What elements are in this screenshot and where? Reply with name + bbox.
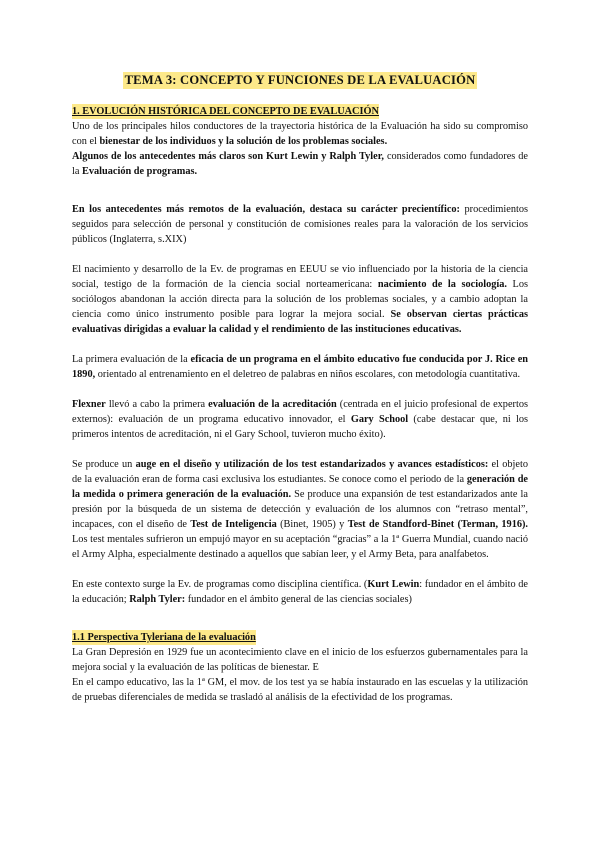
text-run: llevó a cabo la primera xyxy=(105,399,209,410)
section-heading-1-1: 1.1 Perspectiva Tyleriana de la evaluación xyxy=(72,632,256,643)
spacer xyxy=(72,382,528,397)
paragraph-8 xyxy=(72,577,528,607)
paragraph-2 xyxy=(72,149,528,179)
paragraph-5 xyxy=(72,352,528,382)
bold-run: Ralph Tyler: xyxy=(129,594,186,605)
text-run: (Binet, 1905) y xyxy=(276,519,348,530)
page-title: TEMA 3: CONCEPTO Y FUNCIONES DE LA EVALUACIÓN xyxy=(124,73,476,87)
paragraph-9: La Gran Depresión en 1929 fue un acontecimiento clave en el inicio de los esfuerzos gubernamentales para la mejora social y la evaluación de las políticas de bienestar. E xyxy=(72,647,528,673)
bold-run: Gary School xyxy=(350,414,409,425)
document-body xyxy=(72,104,528,705)
bold-run: auge en el diseño y utilización de los test estandarizados y avances estadísticos: xyxy=(135,459,489,470)
bold-run: Test de Standford-Binet (Terman, 1916). xyxy=(347,519,528,530)
bold-run: Flexner xyxy=(72,399,106,410)
bold-run: evaluación de la acreditación xyxy=(208,399,337,410)
text-run: considerados como fundadores de la xyxy=(72,151,528,177)
bold-run: eficacia de un programa en el ámbito educativo fue conducida por J. Rice en 1890, xyxy=(72,354,528,380)
paragraph-6 xyxy=(72,397,528,442)
text-run: fundador en el ámbito general de las ciencias sociales) xyxy=(185,594,412,605)
paragraph-7 xyxy=(72,457,528,562)
bold-run: Kurt Lewin xyxy=(367,579,420,590)
paragraph-10: En el campo educativo, las la 1ª GM, el mov. de los test ya se había instaurado en las escuelas y la utilización de pruebas diferenciales de medida se trasladó al análisis de la efectividad de los programas. xyxy=(72,677,528,703)
text-run: orientado al entrenamiento en el deletreo de palabras en niños escolares, con metodología cuantitativa. xyxy=(95,369,521,380)
text-run: (cabe destacar que, ni los primeros intentos de acreditación, ni el Gary School, tuvieron mucho éxito). xyxy=(72,414,529,440)
text-run: Los test mentales sufrieron un empujó mayor en su aceptación “gracias” a la 1ª Guerra Mundial, cuando nació el Army Alpha, especialmente destinado a aquellos que sabían leer, y el Army Beta, para analfabetos. xyxy=(72,534,528,560)
paragraph-1 xyxy=(72,119,528,149)
paragraph-3 xyxy=(72,202,528,247)
spacer xyxy=(72,179,528,202)
spacer xyxy=(72,607,528,630)
spacer xyxy=(72,442,528,457)
text-run: Se produce una expansión de test estandarizados ante la presión por la búsqueda de un sistema de detección y evaluación de los alumnos con “retraso mental”, incapaces, con el diseño de xyxy=(72,489,528,530)
text-run: Los sociólogos abandonan la acción directa para la solución de los problemas sociales, y a cambio adoptan la ciencia como único instrumento posible para lograr la mejora social. xyxy=(72,279,529,320)
text-run: Se produce un xyxy=(72,459,136,470)
paragraph-4 xyxy=(72,262,528,337)
bold-run: Algunos de los antecedentes más claros son Kurt Lewin y Ralph Tyler, xyxy=(72,151,384,162)
text-run: En este contexto surge la Ev. de programas como disciplina científica. ( xyxy=(72,579,368,590)
bold-run: En los antecedentes más remotos de la evaluación, destaca su carácter precientífico: xyxy=(72,204,460,215)
bold-run: generación de la medida o primera generación de la evaluación. xyxy=(72,474,528,500)
section-heading-1: 1. EVOLUCIÓN HISTÓRICA DEL CONCEPTO DE EVALUACIÓN xyxy=(72,106,379,117)
text-run: (centrada en el juicio profesional de expertos externos): evaluación de un programa educativo innovador, el xyxy=(72,399,528,425)
text-run: el objeto de la evaluación eran de forma casi exclusiva los estudiantes. Se conoce como el periodo de la xyxy=(72,459,528,485)
spacer xyxy=(72,562,528,577)
text-run: : fundador en el ámbito de la educación; xyxy=(72,579,528,605)
bold-run: bienestar de los individuos y la solución de los problemas sociales. xyxy=(99,136,388,147)
spacer xyxy=(72,337,528,352)
bold-run: Test de Inteligencia xyxy=(190,519,277,530)
text-run: Uno de los principales hilos conductores de la trayectoria histórica de la Evaluación ha sido su compromiso con el xyxy=(72,121,528,147)
text-run: La primera evaluación de la xyxy=(72,354,191,365)
spacer xyxy=(72,247,528,262)
text-run: procedimientos seguidos para selección de personal y constitución de comisiones reales para la valoración de los servicios públicos (Inglaterra, s.XIX) xyxy=(72,204,528,245)
bold-run: nacimiento de la sociología. xyxy=(377,279,507,290)
bold-run: Evaluación de programas. xyxy=(82,166,198,177)
bold-run: Se observan ciertas prácticas evaluativas dirigidas a evaluar la calidad y el rendimiento de las instituciones educativas. xyxy=(72,309,528,335)
title-wrap xyxy=(0,71,600,89)
text-run: El nacimiento y desarrollo de la Ev. de programas en EEUU se vio influenciado por la historia de la ciencia social, testigo de la formación de la ciencia social norteamericana: xyxy=(72,264,528,290)
